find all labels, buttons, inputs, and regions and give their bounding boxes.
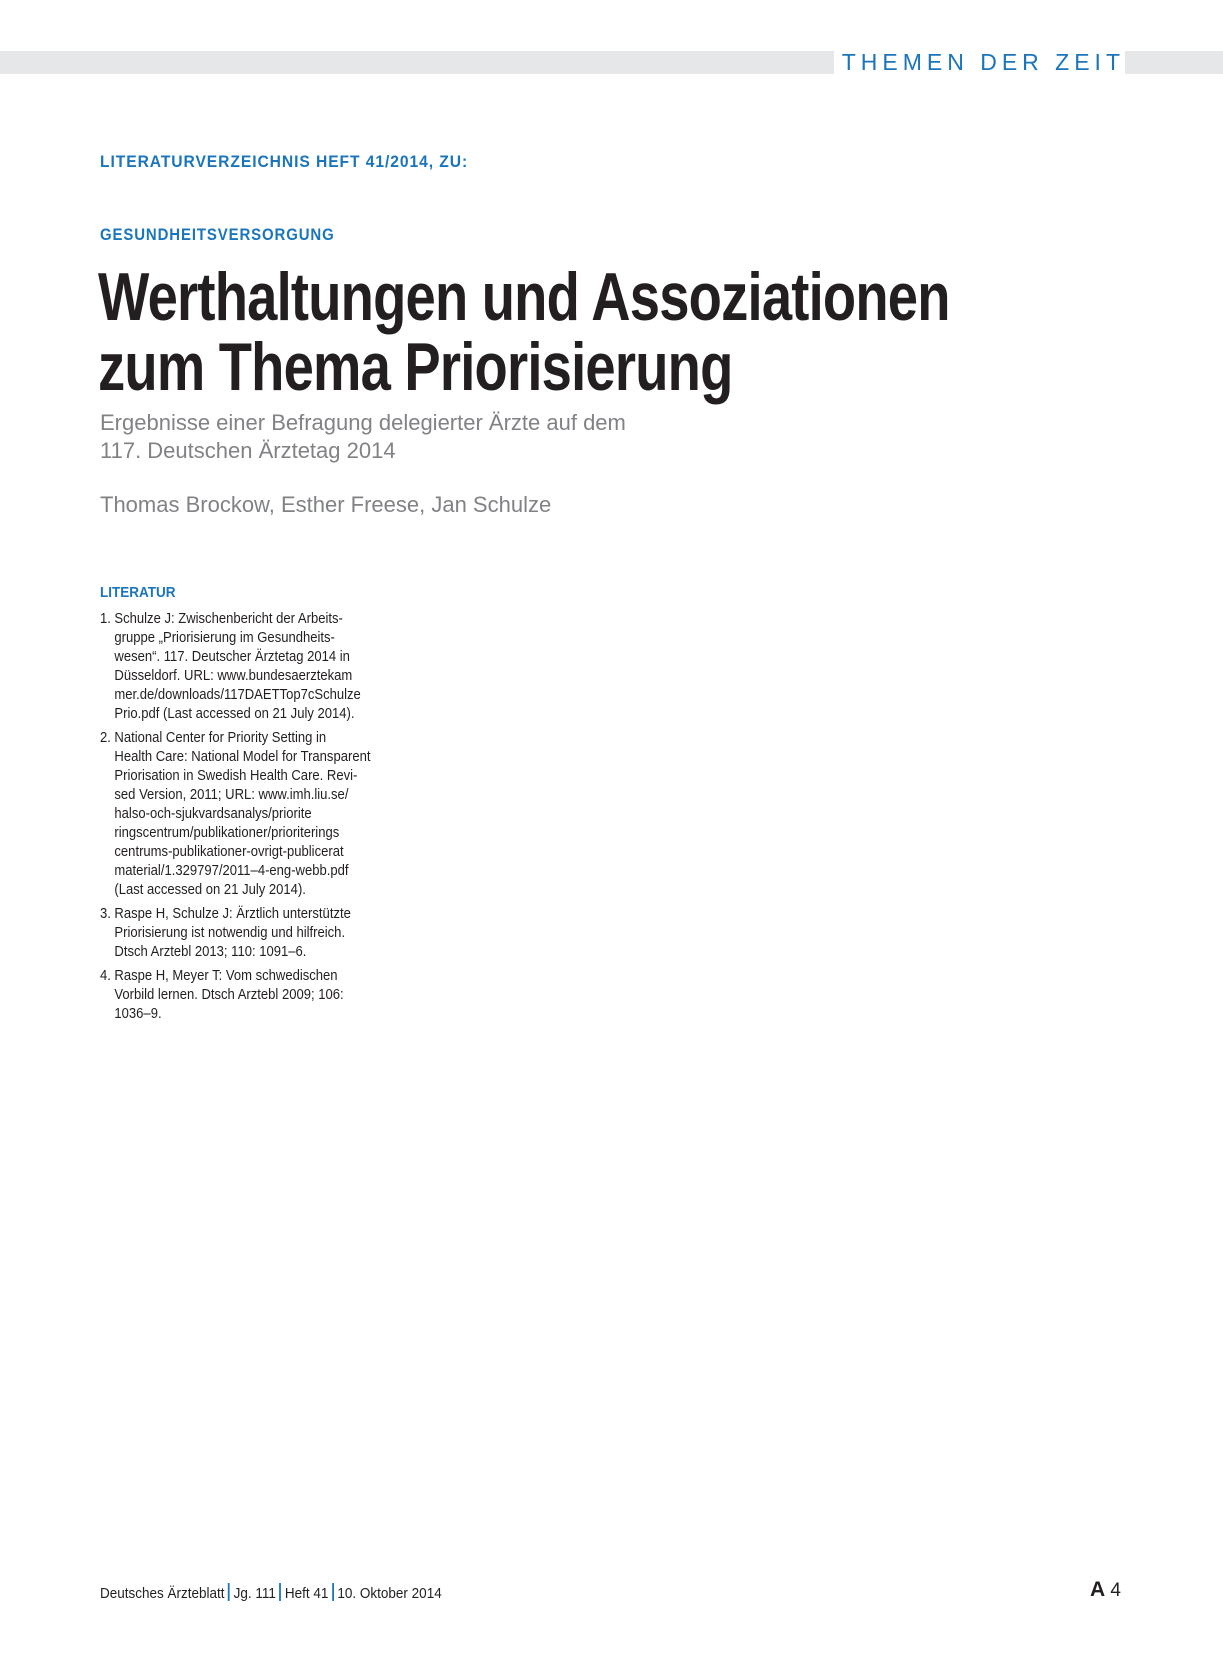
reference-number: 2. [100, 730, 111, 746]
literature-heading: LITERATUR [100, 584, 176, 601]
section-label: THEMEN DER ZEIT [834, 46, 1125, 78]
kicker-top: LITERATURVERZEICHNIS HEFT 41/2014, ZU: [100, 152, 469, 171]
reference-line: Raspe H, Meyer T: Vom schwedischen [114, 968, 338, 984]
reference-line: mer.de/downloads/117DAETTop7cSchulze [114, 687, 361, 703]
kicker: GESUNDHEITSVERSORGUNG [100, 225, 335, 244]
reference-number: 3. [100, 906, 111, 922]
reference-line: Prio.pdf (Last accessed on 21 July 2014). [114, 706, 355, 722]
reference-line: Priorisation in Swedish Health Care. Revi- [114, 768, 358, 784]
page-number-value: 4 [1110, 1580, 1121, 1601]
reference-line: (Last accessed on 21 July 2014). [114, 882, 306, 898]
footer-separator [279, 1583, 281, 1601]
footer-volume: Jg. 111 [233, 1585, 276, 1602]
authors: Thomas Brockow, Esther Freese, Jan Schulze [100, 492, 552, 517]
reference-list [100, 610, 400, 1029]
reference-number: 4. [100, 968, 111, 984]
reference-line: 1036–9. [114, 1006, 162, 1022]
reference-line: Dtsch Arztebl 2013; 110: 1091–6. [114, 944, 307, 960]
reference-line: sed Version, 2011; URL: www.imh.liu.se/ [114, 787, 349, 803]
reference-line: material/1.329797/2011–4-eng-webb.pdf [114, 863, 349, 879]
footer [100, 1583, 442, 1602]
reference-line: halso-och-sjukvardsanalys/priorite [114, 806, 312, 822]
reference-number: 1. [100, 611, 111, 627]
reference-line: wesen“. 117. Deutscher Ärztetag 2014 in [114, 649, 350, 665]
footer-date: 10. Oktober 2014 [337, 1585, 442, 1602]
reference-line: Raspe H, Schulze J: Ärztlich unterstützte [114, 906, 351, 922]
reference-item [100, 905, 402, 962]
reference-line: centrums-publikationer-ovrigt-publicerat [114, 844, 344, 860]
article-title [98, 259, 950, 405]
page-prefix: A [1089, 1578, 1106, 1601]
footer-issue: Heft 41 [284, 1585, 329, 1602]
footer-separator [332, 1583, 334, 1601]
footer-journal: Deutsches Ärzteblatt [100, 1585, 225, 1602]
reference-item [100, 967, 402, 1024]
title-line-2: zum Thema Priorisierung [98, 329, 733, 405]
title-line-1: Werthaltungen und Assoziationen [98, 259, 950, 335]
reference-line: Schulze J: Zwischenbericht der Arbeits- [114, 611, 343, 627]
footer-separator [228, 1583, 230, 1601]
reference-line: Health Care: National Model for Transparent [114, 749, 371, 765]
subtitle-line-2: 117. Deutschen Ärztetag 2014 [100, 438, 396, 463]
reference-line: Priorisierung ist notwendig und hilfreich. [114, 925, 346, 941]
article-subtitle [100, 409, 720, 465]
reference-line: National Center for Priority Setting in [114, 730, 327, 746]
reference-line: gruppe „Priorisierung im Gesundheits- [114, 630, 335, 646]
reference-line: Düsseldorf. URL: www.bundesaerztekam [114, 668, 353, 684]
reference-line: ringscentrum/publikationer/prioriterings [114, 825, 340, 841]
reference-item [100, 610, 402, 724]
reference-item [100, 729, 402, 900]
reference-line: Vorbild lernen. Dtsch Arztebl 2009; 106: [114, 987, 344, 1003]
subtitle-line-1: Ergebnisse einer Befragung delegierter Ärzte auf dem [100, 410, 626, 435]
page-number [1090, 1578, 1121, 1602]
